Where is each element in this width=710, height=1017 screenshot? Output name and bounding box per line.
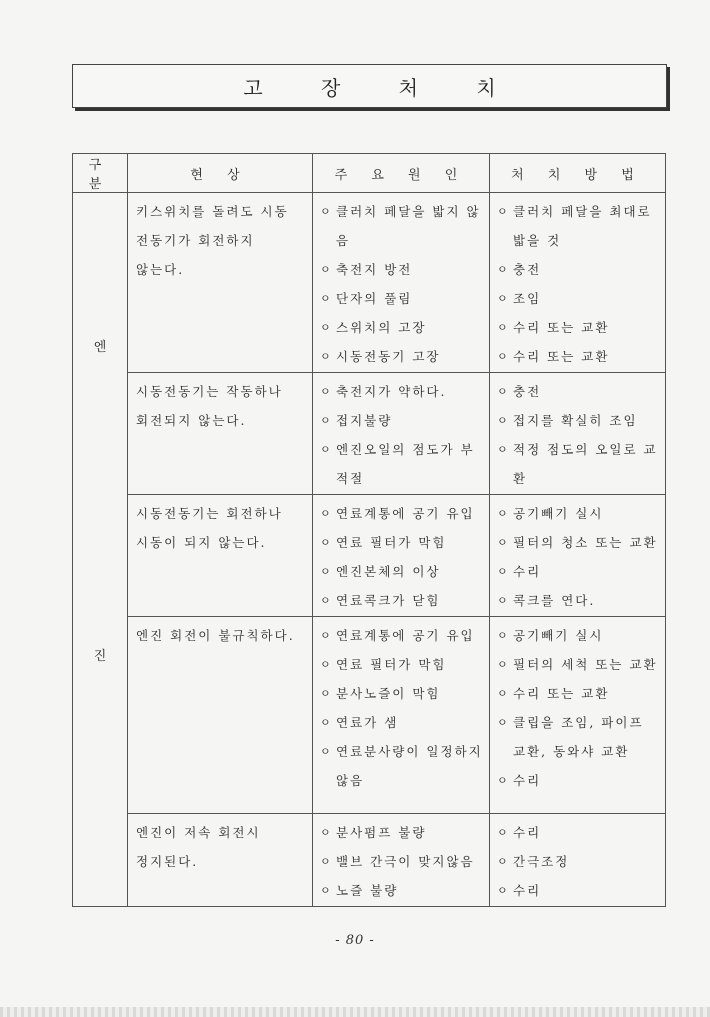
- bullet-icon: ㅇ: [320, 716, 333, 729]
- action-text: 수리: [513, 564, 542, 579]
- table-row: [73, 373, 666, 495]
- action-item: [497, 342, 660, 371]
- cause-text: 밸브 간극이 맞지않음: [336, 854, 475, 869]
- cause-text: 단자의 풀림: [336, 291, 413, 306]
- bullet-icon: ㅇ: [497, 594, 510, 607]
- bullet-icon: ㅇ: [497, 443, 510, 456]
- bullet-icon: ㅇ: [497, 774, 510, 787]
- bullet-icon: ㅇ: [320, 594, 333, 607]
- cause-text: 시동전동기 고장: [336, 349, 441, 364]
- action-item: [497, 528, 660, 557]
- cause-item: [320, 650, 484, 679]
- cause-text: 연료계통에 공기 유입: [336, 628, 475, 643]
- action-text: 클러치 페달을 최대로 밟을 것: [513, 204, 652, 248]
- cause-item: [320, 586, 484, 615]
- cause-text: 노즐 불량: [336, 883, 399, 898]
- bullet-icon: ㅇ: [320, 292, 333, 305]
- action-text: 필터의 청소 또는 교환: [513, 535, 658, 550]
- action-text: 접지를 확실히 조임: [513, 413, 638, 428]
- cause-text: 연료콕크가 닫힘: [336, 593, 441, 608]
- category-char: 엔: [93, 340, 107, 355]
- cause-item: [320, 313, 484, 342]
- bullet-icon: ㅇ: [497, 884, 510, 897]
- cause-text: 스위치의 고장: [336, 320, 427, 335]
- cause-item: [320, 255, 484, 284]
- cause-item: [320, 528, 484, 557]
- cause-text: 연료분사량이 일정하지 않음: [336, 744, 483, 788]
- bullet-icon: ㅇ: [320, 321, 333, 334]
- cause-text: 클러치 페달을 밟지 않음: [336, 204, 481, 248]
- action-text: 수리 또는 교환: [513, 349, 610, 364]
- bullet-icon: ㅇ: [497, 658, 510, 671]
- cause-item: [320, 876, 484, 905]
- action-item: [497, 818, 660, 847]
- action-item: [497, 284, 660, 313]
- cause-item: [320, 818, 484, 847]
- action-item: [497, 650, 660, 679]
- action-item: [497, 679, 660, 708]
- cause-text: 축전지가 약하다.: [336, 384, 447, 399]
- page-number: - 80 -: [335, 933, 375, 948]
- action-item: [497, 621, 660, 650]
- action-cell: [490, 814, 666, 907]
- bullet-icon: ㅇ: [320, 507, 333, 520]
- phenomenon-cell: 엔진이 저속 회전시 정지된다.: [128, 814, 313, 907]
- title-box: [72, 64, 667, 108]
- bullet-icon: ㅇ: [320, 884, 333, 897]
- cause-cell: [313, 495, 490, 617]
- action-item: [497, 197, 660, 255]
- action-cell: [490, 193, 666, 373]
- cause-item: [320, 377, 484, 406]
- page-title: 고 장 처 치: [243, 75, 522, 100]
- bullet-icon: ㅇ: [320, 205, 333, 218]
- action-text: 수리: [513, 773, 542, 788]
- cause-text: 연료계통에 공기 유입: [336, 506, 475, 521]
- bullet-icon: ㅇ: [497, 687, 510, 700]
- bullet-icon: ㅇ: [320, 443, 333, 456]
- bullet-icon: ㅇ: [497, 350, 510, 363]
- phenomenon-cell: 시동전동기는 작동하나 회전되지 않는다.: [128, 373, 313, 495]
- cause-item: [320, 406, 484, 435]
- cause-text: 엔진본체의 이상: [336, 564, 441, 579]
- cause-text: 분사노즐이 막힘: [336, 686, 441, 701]
- action-text: 수리: [513, 825, 542, 840]
- action-text: 공기빼기 실시: [513, 628, 604, 643]
- action-item: [497, 557, 660, 586]
- table-row: [73, 617, 666, 814]
- category-char: 진: [93, 649, 107, 664]
- bullet-icon: ㅇ: [497, 536, 510, 549]
- cause-text: 연료가 샘: [336, 715, 399, 730]
- scan-edge: [0, 1007, 710, 1017]
- cause-text: 축전지 방전: [336, 262, 413, 277]
- cause-item: [320, 342, 484, 371]
- bullet-icon: ㅇ: [497, 414, 510, 427]
- action-item: [497, 766, 660, 795]
- cause-text: 연료 필터가 막힘: [336, 535, 447, 550]
- table-row: [73, 193, 666, 373]
- bullet-icon: ㅇ: [320, 658, 333, 671]
- cause-item: [320, 197, 484, 255]
- action-text: 필터의 세척 또는 교환: [513, 657, 658, 672]
- action-text: 조임: [513, 291, 542, 306]
- bullet-icon: ㅇ: [320, 565, 333, 578]
- bullet-icon: ㅇ: [497, 321, 510, 334]
- header-phenomenon: 현 상: [128, 154, 313, 193]
- phenomenon-cell: 시동전동기는 회전하나 시동이 되지 않는다.: [128, 495, 313, 617]
- bullet-icon: ㅇ: [320, 263, 333, 276]
- bullet-icon: ㅇ: [320, 826, 333, 839]
- table-row: [73, 495, 666, 617]
- cause-text: 분사펌프 불량: [336, 825, 427, 840]
- action-text: 적정 점도의 오일로 교환: [513, 442, 658, 486]
- action-cell: [490, 373, 666, 495]
- bullet-icon: ㅇ: [497, 565, 510, 578]
- action-item: [497, 406, 660, 435]
- cause-cell: [313, 373, 490, 495]
- action-item: [497, 499, 660, 528]
- action-item: [497, 255, 660, 284]
- action-cell: [490, 495, 666, 617]
- troubleshooting-table: [72, 153, 666, 907]
- bullet-icon: ㅇ: [320, 350, 333, 363]
- action-item: [497, 586, 660, 615]
- action-text: 충전: [513, 384, 542, 399]
- phenomenon-cell: 키스위치를 돌려도 시동 전동기가 회전하지 않는다.: [128, 193, 313, 373]
- table-row: [73, 814, 666, 907]
- cause-text: 엔진오일의 점도가 부적절: [336, 442, 475, 486]
- bullet-icon: ㅇ: [497, 263, 510, 276]
- action-item: [497, 847, 660, 876]
- action-text: 클립을 조임, 파이프 교환, 동와샤 교환: [513, 715, 644, 759]
- action-item: [497, 377, 660, 406]
- action-text: 수리 또는 교환: [513, 686, 610, 701]
- action-text: 수리: [513, 883, 542, 898]
- cause-item: [320, 499, 484, 528]
- bullet-icon: ㅇ: [320, 855, 333, 868]
- bullet-icon: ㅇ: [497, 629, 510, 642]
- bullet-icon: ㅇ: [320, 687, 333, 700]
- cause-item: [320, 557, 484, 586]
- cause-cell: [313, 193, 490, 373]
- bullet-icon: ㅇ: [497, 385, 510, 398]
- cause-cell: [313, 814, 490, 907]
- action-text: 간극조정: [513, 854, 570, 869]
- bullet-icon: ㅇ: [497, 826, 510, 839]
- action-item: [497, 708, 660, 766]
- cause-item: [320, 284, 484, 313]
- bullet-icon: ㅇ: [497, 205, 510, 218]
- header-cause: 주 요 원 인: [313, 154, 490, 193]
- action-text: 충전: [513, 262, 542, 277]
- cause-cell: [313, 617, 490, 814]
- bullet-icon: ㅇ: [320, 629, 333, 642]
- cause-item: [320, 708, 484, 737]
- bullet-icon: ㅇ: [320, 536, 333, 549]
- bullet-icon: ㅇ: [497, 855, 510, 868]
- action-item: [497, 313, 660, 342]
- action-item: [497, 435, 660, 493]
- action-cell: [490, 617, 666, 814]
- action-text: 콕크를 연다.: [513, 593, 596, 608]
- action-item: [497, 876, 660, 905]
- action-text: 공기빼기 실시: [513, 506, 604, 521]
- bullet-icon: ㅇ: [497, 716, 510, 729]
- phenomenon-cell: 엔진 회전이 불규칙하다.: [128, 617, 313, 814]
- cause-text: 접지불량: [336, 413, 393, 428]
- cause-text: 연료 필터가 막힘: [336, 657, 447, 672]
- cause-item: [320, 435, 484, 493]
- bullet-icon: ㅇ: [497, 292, 510, 305]
- action-text: 수리 또는 교환: [513, 320, 610, 335]
- bullet-icon: ㅇ: [320, 745, 333, 758]
- cause-item: [320, 737, 484, 795]
- bullet-icon: ㅇ: [320, 414, 333, 427]
- cause-item: [320, 847, 484, 876]
- bullet-icon: ㅇ: [320, 385, 333, 398]
- category-cell: [73, 193, 128, 907]
- table-header-row: [73, 154, 666, 193]
- bullet-icon: ㅇ: [497, 507, 510, 520]
- cause-item: [320, 621, 484, 650]
- cause-item: [320, 679, 484, 708]
- header-action: 처 치 방 법: [490, 154, 666, 193]
- header-category: 구 분: [73, 154, 128, 193]
